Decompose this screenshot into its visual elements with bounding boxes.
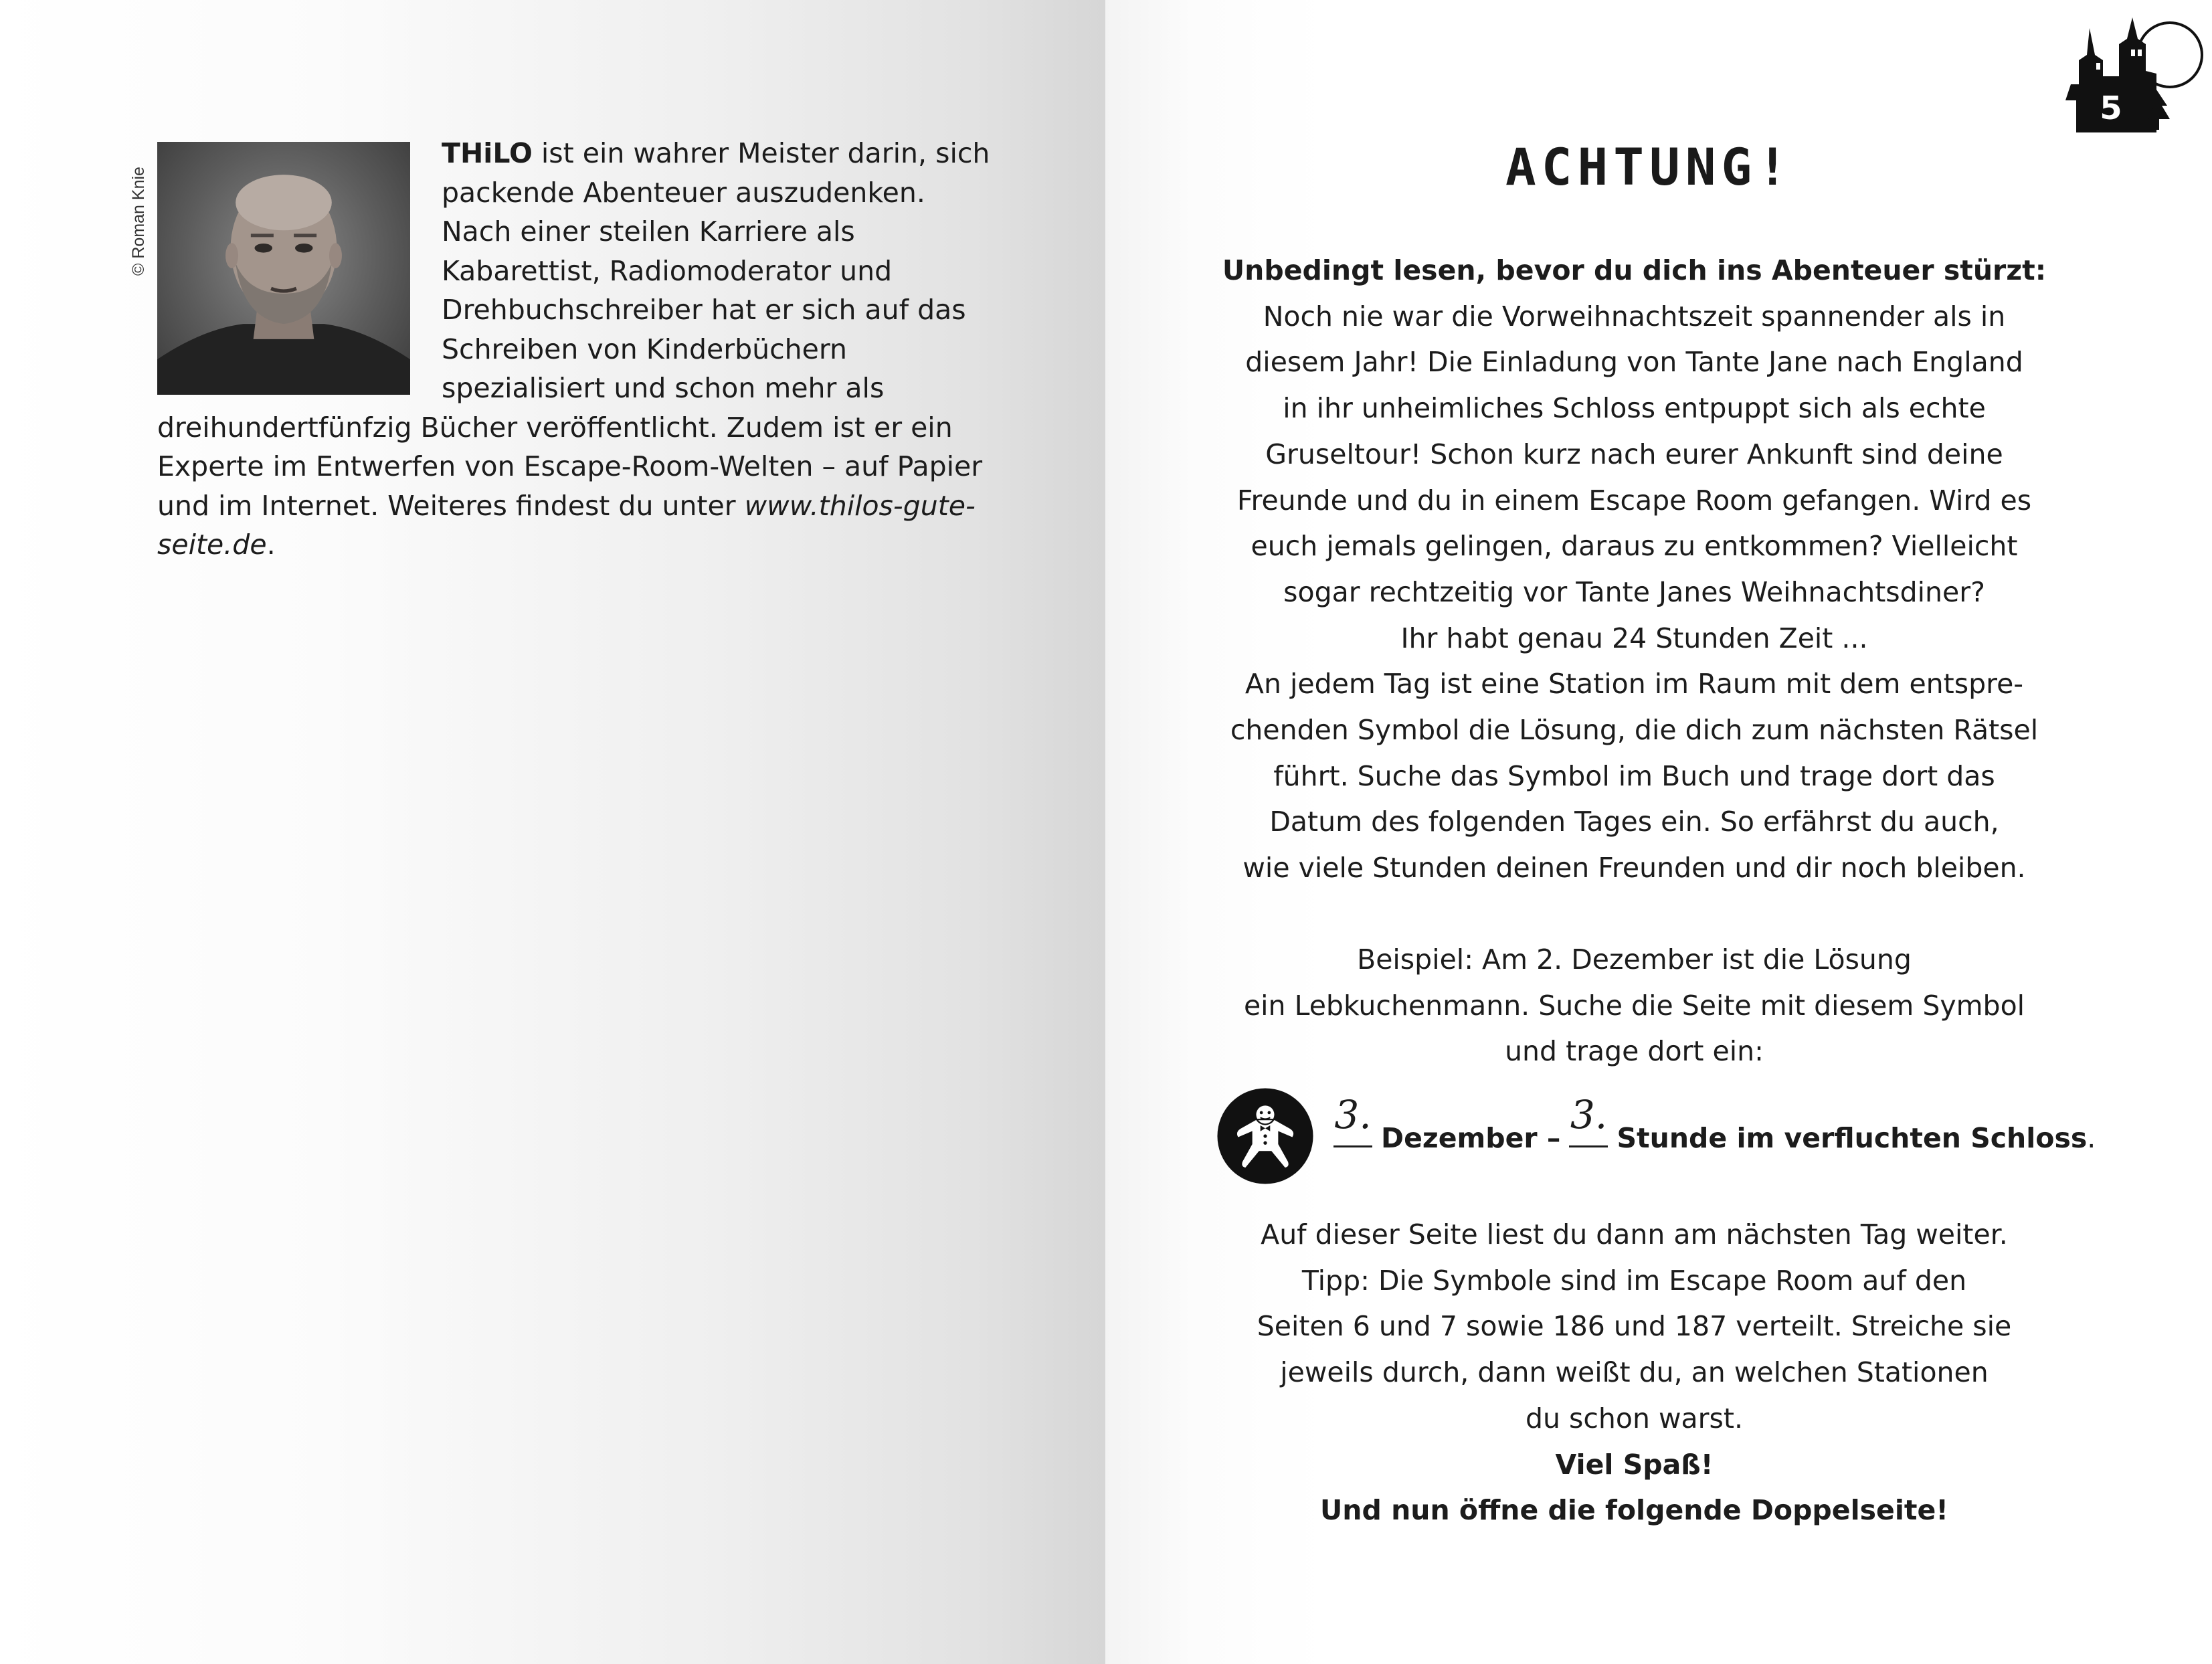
intro-line: Ihr habt genau 24 Stunden Zeit ... [1400, 622, 1868, 654]
author-bio-text: ist ein wahrer Meister darin, sich packende Abenteuer auszudenken. Nach einer steilen Karriere als Kabarettist, Radiomoderator und Drehbuchschreiber hat er sich auf das Schreiben von Kinderbüchern spezialisiert und schon mehr als dreihundertfünfzig Bücher veröffentlicht. Zudem ist er ein Experte im Entwerfen von Escape-Room-Welten – auf Papier und im Internet. Weiteres findest du unter [157, 137, 990, 522]
intro-line: euch jemals gelingen, daraus zu entkommen? Vielleicht [1251, 530, 2018, 563]
example-line: ein Lebkuchenmann. Suche die Seite mit diesem Symbol [1243, 989, 2025, 1022]
day-fill-value: 3. [1334, 1092, 1372, 1137]
hour-label: Stunde im verfluchten Schloss [1617, 1122, 2088, 1154]
author-website-link[interactable]: www.thilos-gute-seite.de [157, 489, 976, 561]
intro-line: Datum des folgenden Tages ein. So erfährst du auch, [1269, 806, 1999, 838]
hour-fill-value: 3. [1570, 1092, 1608, 1137]
closing-line: jeweils durch, dann weißt du, an welchen Stationen [1280, 1356, 1989, 1389]
closing-line: du schon warst. [1525, 1402, 1744, 1435]
photo-credit: © Roman Knie [129, 167, 148, 276]
closing-line: Seiten 6 und 7 sowie 186 und 187 verteilt. Streiche sie [1257, 1310, 2012, 1343]
intro-line: chenden Symbol die Lösung, die dich zum nächsten Rätsel [1230, 714, 2039, 747]
hour-fill-in [1569, 1092, 1608, 1147]
closing-paragraph [1198, 1212, 2071, 1534]
author-name: THiLO [442, 137, 533, 169]
day-fill-in [1333, 1092, 1372, 1147]
example-end: . [2087, 1122, 2096, 1154]
intro-line: diesem Jahr! Die Einladung von Tante Jane nach England [1245, 346, 2023, 379]
example-sentence [1333, 1092, 2096, 1158]
example-paragraph [1198, 937, 2071, 1075]
author-bio-end: . [266, 529, 276, 561]
intro-line: wie viele Stunden deinen Freunden und dir noch bleiben. [1242, 852, 2026, 885]
intro-line: An jedem Tag ist eine Station im Raum mit dem entspre- [1245, 668, 2024, 701]
intro-line: Freunde und du in einem Escape Room gefangen. Wird es [1236, 484, 2032, 517]
intro-line: sogar rechtzeitig vor Tante Janes Weihnachtsdiner? [1283, 575, 1985, 608]
sign-off-line: Und nun öffne die folgende Doppelseite! [1319, 1494, 1949, 1527]
example-entry [1216, 1085, 2096, 1186]
intro-line: Noch nie war die Vorweihnachtszeit spannender als in [1263, 300, 2006, 333]
sign-off-line: Viel Spaß! [1555, 1448, 1714, 1481]
example-line: und trage dort ein: [1505, 1035, 1764, 1068]
intro-line: in ihr unheimliches Schloss entpuppt sich als echte [1283, 392, 1986, 425]
intro-line: führt. Suche das Symbol im Buch und trage dort das [1273, 759, 1995, 792]
closing-line: Tipp: Die Symbole sind im Escape Room auf den [1301, 1264, 1967, 1297]
gingerbread-man-icon [1216, 1087, 1314, 1185]
page-number: 5 [2100, 90, 2122, 127]
day-label: Dezember – [1381, 1122, 1561, 1154]
castle-page-number-icon [2057, 15, 2205, 155]
intro-line: Unbedingt lesen, bevor du dich ins Abenteuer stürzt: [1222, 254, 2047, 286]
closing-line: Auf dieser Seite liest du dann am nächsten Tag weiter. [1261, 1218, 2008, 1251]
author-bio [157, 134, 990, 565]
headline: ACHTUNG! [1505, 137, 1794, 197]
intro-paragraph [1198, 248, 2071, 891]
intro-line: Gruseltour! Schon kurz nach eurer Ankunft sind deine [1265, 438, 2003, 470]
example-line: Beispiel: Am 2. Dezember ist die Lösung [1357, 943, 1912, 976]
